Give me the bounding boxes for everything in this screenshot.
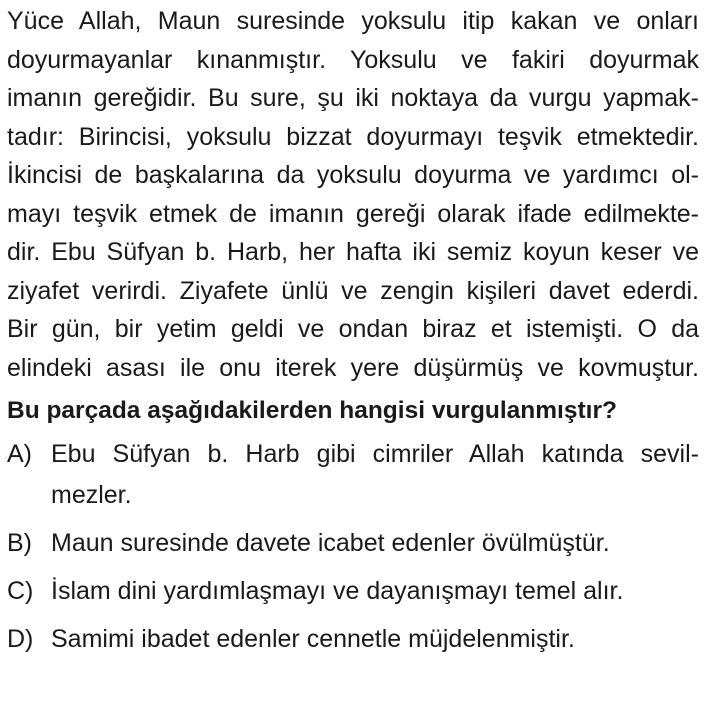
option-text (51, 619, 699, 660)
passage-line: ziyafet verirdi. Ziyafete ünlü ve zengin kişileri davet ederdi. (7, 276, 699, 305)
option-d[interactable] (7, 619, 699, 660)
option-text (51, 571, 699, 612)
passage-line: tadır: Birincisi, yoksulu bizzat doyurmayı teşvik etmektedir. (7, 122, 699, 151)
answer-options (7, 434, 699, 660)
passage-text (7, 2, 699, 387)
passage-line: Yüce Allah, Maun suresinde yoksulu itip kakan ve onları (7, 7, 699, 35)
option-letter: C) (7, 577, 34, 605)
option-letter: B) (7, 529, 32, 557)
passage-line: elindeki asası ile onu iterek yere düşürmüş ve kovmuştur. (7, 353, 699, 382)
option-line: Maun suresinde davete icabet edenler övülmüştür. (51, 529, 610, 557)
passage-line: İkincisi de başkalarına da yoksulu doyurma ve yardımcı ol- (7, 161, 699, 189)
option-text (51, 523, 699, 564)
passage-line: imanın gereğidir. Bu sure, şu iki noktaya da vurgu yapmak- (7, 84, 699, 112)
option-line: İslam dini yardımlaşmayı ve dayanışmayı temel alır. (51, 577, 624, 605)
option-b[interactable] (7, 523, 699, 564)
option-line: Ebu Süfyan b. Harb gibi cimriler Allah katında sevil- (51, 440, 699, 468)
option-line: Samimi ibadet edenler cennetle müjdelenmiştir. (51, 625, 575, 653)
option-c[interactable] (7, 571, 699, 612)
passage-line: mayı teşvik etmek de imanın gereği olarak ifade edilmekte- (7, 199, 699, 228)
question-stem: Bu parçada aşağıdakilerden hangisi vurgulanmıştır? (7, 397, 617, 424)
option-a[interactable] (7, 434, 699, 516)
option-letter: D) (7, 625, 34, 653)
option-line: mezler. (51, 481, 132, 509)
option-letter: A) (7, 440, 32, 468)
passage-line: Bir gün, bir yetim geldi ve ondan biraz et istemişti. O da (7, 315, 699, 343)
passage-line: doyurmayanlar kınanmıştır. Yoksulu ve fakiri doyurmak (7, 45, 699, 74)
option-text (51, 434, 699, 516)
passage-line: dir. Ebu Süfyan b. Harb, her hafta iki semiz koyun keser ve (7, 238, 699, 266)
